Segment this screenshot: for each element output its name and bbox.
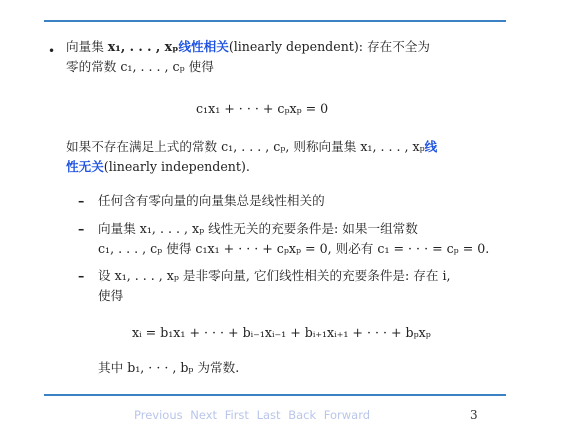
- bottom-rule: [44, 394, 506, 396]
- definition-dependent-line2: 零的常数 c₁, . . . , cₚ 使得: [66, 59, 214, 74]
- nav-back-link[interactable]: Back: [288, 408, 317, 422]
- definition-independent-line2: [66, 157, 250, 176]
- nav-last-link[interactable]: Last: [256, 408, 281, 422]
- equation-linear-combination: c₁x₁ + · · · + cₚxₚ = 0: [196, 101, 329, 116]
- nav-next-link[interactable]: Next: [190, 408, 218, 422]
- list-item: 向量集 x₁, . . . , xₚ 线性无关的充要条件是: 如果一组常数: [98, 221, 418, 236]
- term-linearly-independent-part1: 线: [424, 139, 438, 154]
- nav-forward-link[interactable]: Forward: [323, 408, 371, 422]
- bullet-symbol: •: [48, 44, 56, 58]
- list-item: 设 x₁, . . . , xₚ 是非零向量, 它们线性相关的充要条件是: 存在 i,: [98, 268, 451, 283]
- list-item: 任何含有零向量的向量集总是线性相关的: [98, 193, 325, 208]
- nav-first-link[interactable]: First: [224, 408, 249, 422]
- dash-symbol: –: [78, 221, 85, 236]
- def1-prefix: 向量集: [66, 39, 108, 54]
- list-item-continuation: c₁, . . . , cₚ 使得 c₁x₁ + · · · + cₚxₚ = 0, 则必有 c₁ = · · · = cₚ = 0.: [98, 241, 490, 256]
- definition-independent-line1: [66, 137, 437, 156]
- term-linearly-dependent: 线性相关: [178, 39, 229, 54]
- tail-note: 其中 b₁, · · · , bₚ 为常数.: [98, 360, 240, 375]
- navigation-bar: [134, 408, 374, 422]
- definition-dependent-line1: [66, 37, 430, 56]
- page-number: 3: [470, 408, 478, 422]
- def1-suffix: (linearly dependent): 存在不全为: [228, 39, 430, 54]
- def2-prefix: 如果不存在满足上式的常数 c₁, . . . , cₚ, 则称向量集 x₁, . . . , xₚ: [66, 139, 425, 154]
- def1-vectors: x₁, . . . , xₚ: [107, 39, 179, 54]
- equation-dependence: xᵢ = b₁x₁ + · · · + bᵢ₋₁xᵢ₋₁ + bᵢ₊₁xᵢ₊₁ + · · · + bₚxₚ: [132, 325, 431, 340]
- nav-previous-link[interactable]: Previous: [134, 408, 183, 422]
- dash-symbol: –: [78, 193, 85, 208]
- def2-suffix: (linearly independent).: [103, 159, 250, 174]
- term-linearly-independent-part2: 性无关: [66, 159, 104, 174]
- dash-symbol: –: [78, 268, 85, 283]
- list-item-continuation: 使得: [98, 288, 124, 303]
